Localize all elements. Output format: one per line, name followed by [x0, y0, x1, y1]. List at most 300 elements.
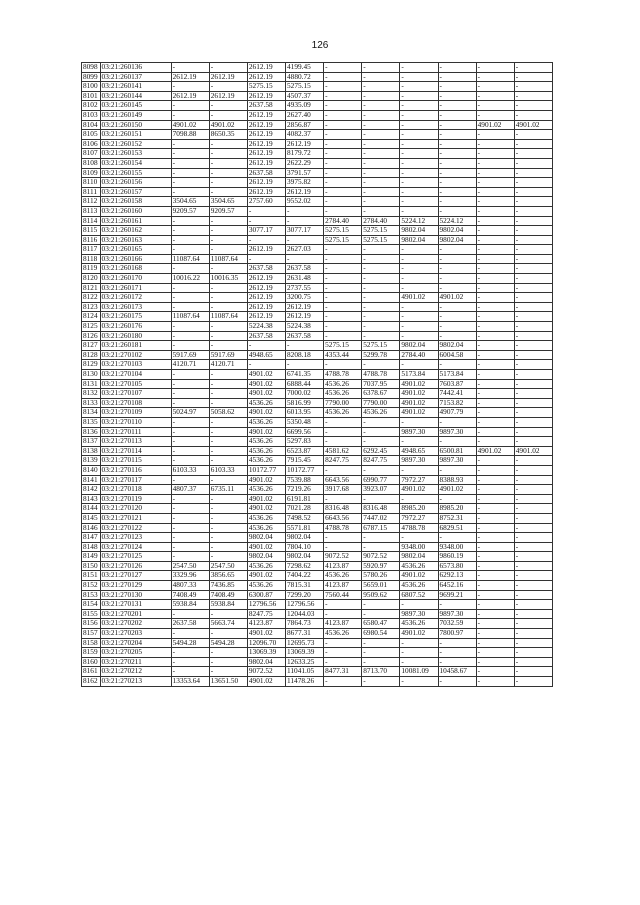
table-row [82, 370, 553, 380]
value-cell: - [514, 485, 552, 495]
value-cell: - [514, 609, 552, 619]
value-cell: - [247, 235, 285, 245]
value-cell: 7915.45 [286, 456, 324, 466]
table-row [82, 398, 553, 408]
value-cell: - [171, 379, 209, 389]
value-cell: 7800.97 [438, 629, 476, 639]
value-cell: - [476, 677, 514, 687]
row-id-cell: 8144 [82, 504, 101, 514]
row-id-cell: 8147 [82, 533, 101, 543]
value-cell: - [362, 139, 400, 149]
value-cell: 9897.30 [438, 427, 476, 437]
value-cell: - [476, 629, 514, 639]
value-cell: - [209, 302, 247, 312]
value-cell: 6990.77 [362, 475, 400, 485]
value-cell: - [514, 149, 552, 159]
table-row [82, 331, 553, 341]
timestamp-cell: 03:21:270201 [100, 609, 171, 619]
timestamp-cell: 03:21:260144 [100, 91, 171, 101]
value-cell: - [476, 571, 514, 581]
value-cell: - [400, 149, 438, 159]
value-cell: 6300.87 [247, 590, 285, 600]
value-cell: 4536.26 [324, 629, 362, 639]
value-cell: - [514, 456, 552, 466]
timestamp-cell: 03:21:260136 [100, 63, 171, 73]
value-cell: - [514, 139, 552, 149]
timestamp-cell: 03:21:270102 [100, 350, 171, 360]
value-cell: 6452.16 [438, 581, 476, 591]
value-cell: - [209, 427, 247, 437]
value-cell: - [324, 283, 362, 293]
value-cell: 4536.26 [247, 485, 285, 495]
value-cell: 2612.19 [247, 72, 285, 82]
value-cell: - [171, 475, 209, 485]
row-id-cell: 8130 [82, 370, 101, 380]
value-cell: - [476, 72, 514, 82]
value-cell: 7298.62 [286, 561, 324, 571]
value-cell: - [209, 523, 247, 533]
value-cell: 9897.30 [400, 427, 438, 437]
value-cell: - [324, 72, 362, 82]
value-cell: 9699.21 [438, 590, 476, 600]
value-cell: 8247.75 [324, 456, 362, 466]
value-cell: - [438, 648, 476, 658]
value-cell: - [171, 657, 209, 667]
value-cell: 2612.19 [247, 110, 285, 120]
value-cell: 4901.02 [247, 542, 285, 552]
value-cell: 4901.02 [247, 379, 285, 389]
value-cell: 4901.02 [400, 398, 438, 408]
value-cell: - [362, 677, 400, 687]
value-cell: - [476, 513, 514, 523]
value-cell: - [324, 465, 362, 475]
table-row [82, 274, 553, 284]
value-cell: - [476, 331, 514, 341]
value-cell: - [171, 178, 209, 188]
value-cell: - [476, 158, 514, 168]
value-cell: 13651.50 [209, 677, 247, 687]
value-cell: - [286, 254, 324, 264]
value-cell: - [514, 398, 552, 408]
timestamp-cell: 03:21:260145 [100, 101, 171, 111]
value-cell: 5224.12 [438, 216, 476, 226]
value-cell: - [514, 206, 552, 216]
value-cell: 8316.48 [324, 504, 362, 514]
table-row [82, 283, 553, 293]
value-cell: - [171, 504, 209, 514]
value-cell: - [438, 130, 476, 140]
value-cell: 2637.58 [247, 331, 285, 341]
value-cell: - [171, 513, 209, 523]
value-cell: 2612.19 [286, 139, 324, 149]
timestamp-cell: 03:21:260157 [100, 187, 171, 197]
value-cell: - [476, 91, 514, 101]
value-cell: - [438, 245, 476, 255]
value-cell: - [362, 417, 400, 427]
value-cell: - [400, 648, 438, 658]
value-cell: - [400, 206, 438, 216]
value-cell: 8388.93 [438, 475, 476, 485]
value-cell: - [171, 542, 209, 552]
value-cell: - [438, 312, 476, 322]
timestamp-cell: 03:21:260137 [100, 72, 171, 82]
value-cell: - [400, 494, 438, 504]
value-cell: - [476, 638, 514, 648]
value-cell: - [362, 206, 400, 216]
value-cell: 6004.58 [438, 350, 476, 360]
value-cell: - [514, 283, 552, 293]
value-cell: - [286, 206, 324, 216]
value-cell: - [324, 264, 362, 274]
value-cell: - [362, 72, 400, 82]
value-cell: 11087.64 [171, 312, 209, 322]
row-id-cell: 8127 [82, 341, 101, 351]
value-cell: - [362, 245, 400, 255]
value-cell: - [362, 168, 400, 178]
value-cell: - [514, 91, 552, 101]
row-id-cell: 8120 [82, 274, 101, 284]
value-cell: - [362, 542, 400, 552]
value-cell: - [324, 600, 362, 610]
timestamp-cell: 03:21:260150 [100, 120, 171, 130]
value-cell: - [247, 206, 285, 216]
table-row [82, 485, 553, 495]
value-cell: 4123.87 [247, 619, 285, 629]
value-cell: - [438, 322, 476, 332]
value-cell: - [171, 264, 209, 274]
value-cell: 4907.79 [438, 408, 476, 418]
table-row [82, 293, 553, 303]
value-cell: - [476, 254, 514, 264]
value-cell: - [171, 82, 209, 92]
value-cell: - [209, 475, 247, 485]
value-cell: 4901.02 [438, 485, 476, 495]
value-cell: - [438, 417, 476, 427]
value-cell: 5275.15 [286, 82, 324, 92]
value-cell: - [514, 657, 552, 667]
value-cell: 4901.02 [247, 408, 285, 418]
value-cell: 4901.02 [171, 120, 209, 130]
value-cell: 4123.87 [324, 561, 362, 571]
value-cell: - [476, 341, 514, 351]
value-cell: 5275.15 [362, 341, 400, 351]
row-id-cell: 8102 [82, 101, 101, 111]
value-cell: - [171, 389, 209, 399]
value-cell: 9509.62 [362, 590, 400, 600]
timestamp-cell: 03:21:270116 [100, 465, 171, 475]
value-cell: 9802.04 [247, 552, 285, 562]
value-cell: - [476, 552, 514, 562]
table-row [82, 523, 553, 533]
value-cell: 2612.19 [247, 302, 285, 312]
value-cell: - [324, 638, 362, 648]
value-cell: 9552.02 [286, 197, 324, 207]
value-cell: 12633.25 [286, 657, 324, 667]
value-cell: - [362, 91, 400, 101]
value-cell: - [400, 360, 438, 370]
table-row [82, 427, 553, 437]
value-cell: - [362, 110, 400, 120]
value-cell: - [209, 552, 247, 562]
value-cell: - [476, 197, 514, 207]
value-cell: - [438, 494, 476, 504]
value-cell: - [171, 667, 209, 677]
value-cell: 4807.37 [171, 485, 209, 495]
value-cell: - [514, 245, 552, 255]
value-cell: 10081.09 [400, 667, 438, 677]
value-cell: - [324, 197, 362, 207]
table-row [82, 389, 553, 399]
table-row [82, 206, 553, 216]
value-cell: 5297.83 [286, 437, 324, 447]
value-cell: 9802.04 [286, 552, 324, 562]
value-cell: 4536.26 [400, 561, 438, 571]
table-row [82, 465, 553, 475]
value-cell: 7864.73 [286, 619, 324, 629]
value-cell: - [209, 379, 247, 389]
value-cell: - [362, 178, 400, 188]
value-cell: 7539.88 [286, 475, 324, 485]
value-cell: 6741.35 [286, 370, 324, 380]
value-cell: 8677.31 [286, 629, 324, 639]
timestamp-cell: 03:21:270126 [100, 561, 171, 571]
value-cell: - [514, 101, 552, 111]
value-cell: - [171, 648, 209, 658]
value-cell: - [209, 446, 247, 456]
value-cell: - [171, 283, 209, 293]
value-cell: 10016.35 [209, 274, 247, 284]
value-cell: 4788.78 [400, 523, 438, 533]
timestamp-cell: 03:21:270108 [100, 398, 171, 408]
value-cell: - [514, 427, 552, 437]
value-cell: - [514, 590, 552, 600]
value-cell: - [438, 331, 476, 341]
value-cell: 2622.29 [286, 158, 324, 168]
value-cell: - [209, 341, 247, 351]
table-row [82, 446, 553, 456]
timestamp-cell: 03:21:260163 [100, 235, 171, 245]
value-cell: - [514, 264, 552, 274]
value-cell: 7972.27 [400, 475, 438, 485]
value-cell: 9860.19 [438, 552, 476, 562]
value-cell: - [514, 465, 552, 475]
table-row [82, 571, 553, 581]
value-cell: - [362, 648, 400, 658]
timestamp-cell: 03:21:270117 [100, 475, 171, 485]
value-cell: - [171, 187, 209, 197]
value-cell: - [476, 235, 514, 245]
value-cell: - [362, 657, 400, 667]
value-cell: 8713.70 [362, 667, 400, 677]
value-cell: 6787.15 [362, 523, 400, 533]
value-cell: 7098.88 [171, 130, 209, 140]
value-cell: 5494.28 [209, 638, 247, 648]
row-id-cell: 8126 [82, 331, 101, 341]
table-row [82, 235, 553, 245]
row-id-cell: 8133 [82, 398, 101, 408]
value-cell: 7790.00 [362, 398, 400, 408]
value-cell: 7299.20 [286, 590, 324, 600]
value-cell: - [171, 245, 209, 255]
value-cell: 4901.02 [476, 120, 514, 130]
value-cell: - [362, 638, 400, 648]
value-cell: - [476, 494, 514, 504]
row-id-cell: 8111 [82, 187, 101, 197]
value-cell: 3856.65 [209, 571, 247, 581]
value-cell: - [438, 437, 476, 447]
value-cell: 9897.30 [438, 456, 476, 466]
value-cell: 8247.75 [247, 609, 285, 619]
value-cell: 4536.26 [400, 581, 438, 591]
timestamp-cell: 03:21:260166 [100, 254, 171, 264]
value-cell: 7442.41 [438, 389, 476, 399]
value-cell: - [476, 139, 514, 149]
value-cell: 2612.19 [286, 302, 324, 312]
value-cell: - [400, 120, 438, 130]
value-cell: - [324, 331, 362, 341]
row-id-cell: 8104 [82, 120, 101, 130]
value-cell: 7153.82 [438, 398, 476, 408]
timestamp-cell: 03:21:260161 [100, 216, 171, 226]
value-cell: - [324, 187, 362, 197]
value-cell: 2637.58 [286, 331, 324, 341]
value-cell: 4788.78 [362, 370, 400, 380]
value-cell: 9802.04 [247, 657, 285, 667]
row-id-cell: 8150 [82, 561, 101, 571]
value-cell: - [400, 677, 438, 687]
value-cell: - [438, 178, 476, 188]
value-cell: - [362, 533, 400, 543]
value-cell: - [362, 360, 400, 370]
value-cell: - [514, 667, 552, 677]
timestamp-cell: 03:21:260155 [100, 168, 171, 178]
value-cell: 7560.44 [324, 590, 362, 600]
table-row [82, 494, 553, 504]
timestamp-cell: 03:21:260160 [100, 206, 171, 216]
value-cell: - [171, 139, 209, 149]
value-cell: - [171, 494, 209, 504]
value-cell: 4120.71 [171, 360, 209, 370]
value-cell: - [476, 226, 514, 236]
value-cell: - [400, 331, 438, 341]
value-cell: - [438, 657, 476, 667]
value-cell: 2737.55 [286, 283, 324, 293]
value-cell: - [171, 110, 209, 120]
value-cell: 8985.20 [400, 504, 438, 514]
timestamp-cell: 03:21:270104 [100, 370, 171, 380]
value-cell: - [476, 456, 514, 466]
value-cell: - [476, 63, 514, 73]
value-cell: 4199.45 [286, 63, 324, 73]
value-cell: - [476, 101, 514, 111]
value-cell: - [209, 331, 247, 341]
value-cell: - [514, 197, 552, 207]
value-cell: - [324, 312, 362, 322]
value-cell: 5938.84 [209, 600, 247, 610]
value-cell: - [476, 561, 514, 571]
value-cell: - [514, 341, 552, 351]
value-cell: 6643.56 [324, 475, 362, 485]
value-cell: - [362, 274, 400, 284]
value-cell: 12796.56 [286, 600, 324, 610]
value-cell: 2631.48 [286, 274, 324, 284]
table-row [82, 63, 553, 73]
value-cell: - [476, 533, 514, 543]
value-cell: 5299.78 [362, 350, 400, 360]
value-cell: 2612.19 [286, 187, 324, 197]
table-row [82, 629, 553, 639]
table-row [82, 667, 553, 677]
row-id-cell: 8151 [82, 571, 101, 581]
value-cell: 4123.87 [324, 619, 362, 629]
timestamp-cell: 03:21:270205 [100, 648, 171, 658]
value-cell: - [400, 533, 438, 543]
table-row [82, 619, 553, 629]
value-cell: - [438, 283, 476, 293]
value-cell: - [362, 331, 400, 341]
value-cell: - [171, 398, 209, 408]
value-cell: 5224.38 [247, 322, 285, 332]
value-cell: - [209, 110, 247, 120]
value-cell: 9072.52 [324, 552, 362, 562]
value-cell: - [514, 63, 552, 73]
value-cell: - [362, 427, 400, 437]
value-cell: - [209, 533, 247, 543]
table-row [82, 677, 553, 687]
value-cell: - [400, 187, 438, 197]
value-cell: - [171, 523, 209, 533]
timestamp-cell: 03:21:260176 [100, 322, 171, 332]
value-cell: - [171, 216, 209, 226]
value-cell: 7032.59 [438, 619, 476, 629]
value-cell: 3077.17 [286, 226, 324, 236]
value-cell: 2612.19 [171, 72, 209, 82]
table-row [82, 475, 553, 485]
value-cell: 9348.00 [438, 542, 476, 552]
value-cell: 6103.33 [171, 465, 209, 475]
value-cell: 5275.15 [324, 235, 362, 245]
table-row [82, 139, 553, 149]
value-cell: - [209, 158, 247, 168]
value-cell: - [209, 149, 247, 159]
row-id-cell: 8160 [82, 657, 101, 667]
row-id-cell: 8117 [82, 245, 101, 255]
value-cell: - [514, 274, 552, 284]
value-cell: - [514, 533, 552, 543]
value-cell: - [476, 149, 514, 159]
timestamp-cell: 03:21:270212 [100, 667, 171, 677]
table-row [82, 322, 553, 332]
row-id-cell: 8128 [82, 350, 101, 360]
value-cell: - [324, 533, 362, 543]
timestamp-cell: 03:21:270129 [100, 581, 171, 591]
timestamp-cell: 03:21:270204 [100, 638, 171, 648]
value-cell: - [476, 504, 514, 514]
table-row [82, 609, 553, 619]
value-cell: 2637.58 [247, 264, 285, 274]
value-cell: - [362, 609, 400, 619]
table-row [82, 197, 553, 207]
value-cell: - [476, 398, 514, 408]
value-cell: 2612.19 [247, 245, 285, 255]
timestamp-cell: 03:21:270123 [100, 533, 171, 543]
value-cell: - [476, 82, 514, 92]
timestamp-cell: 03:21:270213 [100, 677, 171, 687]
value-cell: - [400, 63, 438, 73]
value-cell: 7436.85 [209, 581, 247, 591]
value-cell: 4536.26 [247, 581, 285, 591]
value-cell: 5663.74 [209, 619, 247, 629]
